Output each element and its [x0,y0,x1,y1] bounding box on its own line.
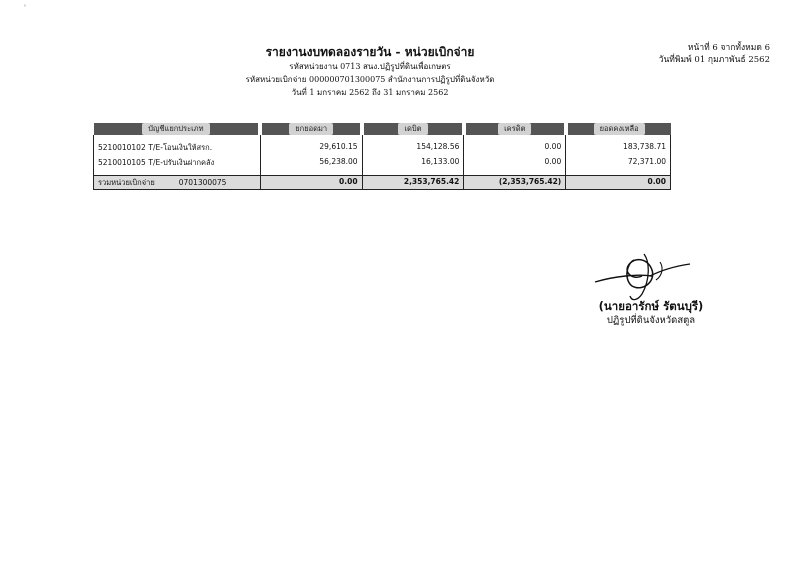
unit-line: รหัสหน่วยเบิกจ่าย 000000701300075 สำนักงานการปฏิรูปที่ดินจังหวัด [245,75,495,84]
debit-cell: 16,133.00 [362,155,464,175]
report-header [160,44,580,99]
header-account: บัญชีแยกประเภท [94,123,261,135]
account-code: 5210010102 [98,143,146,152]
total-label: รวมหน่วยเบิกจ่าย [98,177,155,187]
total-brought-forward: 0.00 [260,175,362,189]
table-header-row [94,123,671,135]
total-debit: 2,353,765.42 [362,175,464,189]
brought-forward-cell: 56,238.00 [260,155,362,175]
agency-line: รหัสหน่วยงาน 0713 สนง.ปฏิรูปที่ดินเพื่อเกษตร [289,62,451,71]
balance-cell: 183,738.71 [566,135,671,155]
header-credit: เครดิต [464,123,566,135]
account-name: T/E-ปรับเงินฝากคลัง [148,158,215,167]
page-number: หน้าที่ 6 จากทั้งหมด 6 [687,43,770,53]
header-brought-forward: ยกยอดมา [260,123,362,135]
credit-cell: 0.00 [464,135,566,155]
brought-forward-cell: 29,610.15 [260,135,362,155]
period-line: วันที่ 1 มกราคม 2562 ถึง 31 มกราคม 2562 [291,88,449,97]
report-title: รายงานงบทดลองรายวัน - หน่วยเบิกจ่าย [265,45,475,59]
account-name: T/E-โอนเงินให้สรก. [148,143,213,152]
total-label-cell [94,175,261,189]
total-balance: 0.00 [566,175,671,189]
header-balance: ยอดคงเหลือ [566,123,671,135]
signer-position: ปฏิรูปที่ดินจังหวัดสตูล [606,315,696,326]
table-row [94,155,671,175]
account-cell [94,155,261,175]
signer-name: (นายอารักษ์ รัตนบุรี) [598,299,704,313]
debit-cell: 154,128.56 [362,135,464,155]
header-debit: เดบิต [362,123,464,135]
balance-cell: 72,371.00 [566,155,671,175]
total-row [94,175,671,189]
print-date: วันที่พิมพ์ 01 กุมภาพันธ์ 2562 [658,55,770,65]
account-cell [94,135,261,155]
signature-block [586,298,716,328]
trial-balance-table [93,123,671,190]
account-code: 5210010105 [98,158,146,167]
credit-cell: 0.00 [464,155,566,175]
total-unit-code: 0701300075 [178,177,227,187]
page-info [659,42,770,66]
scan-mark: ' [24,4,26,12]
total-credit: (2,353,765.42) [464,175,566,189]
table-row [94,135,671,155]
